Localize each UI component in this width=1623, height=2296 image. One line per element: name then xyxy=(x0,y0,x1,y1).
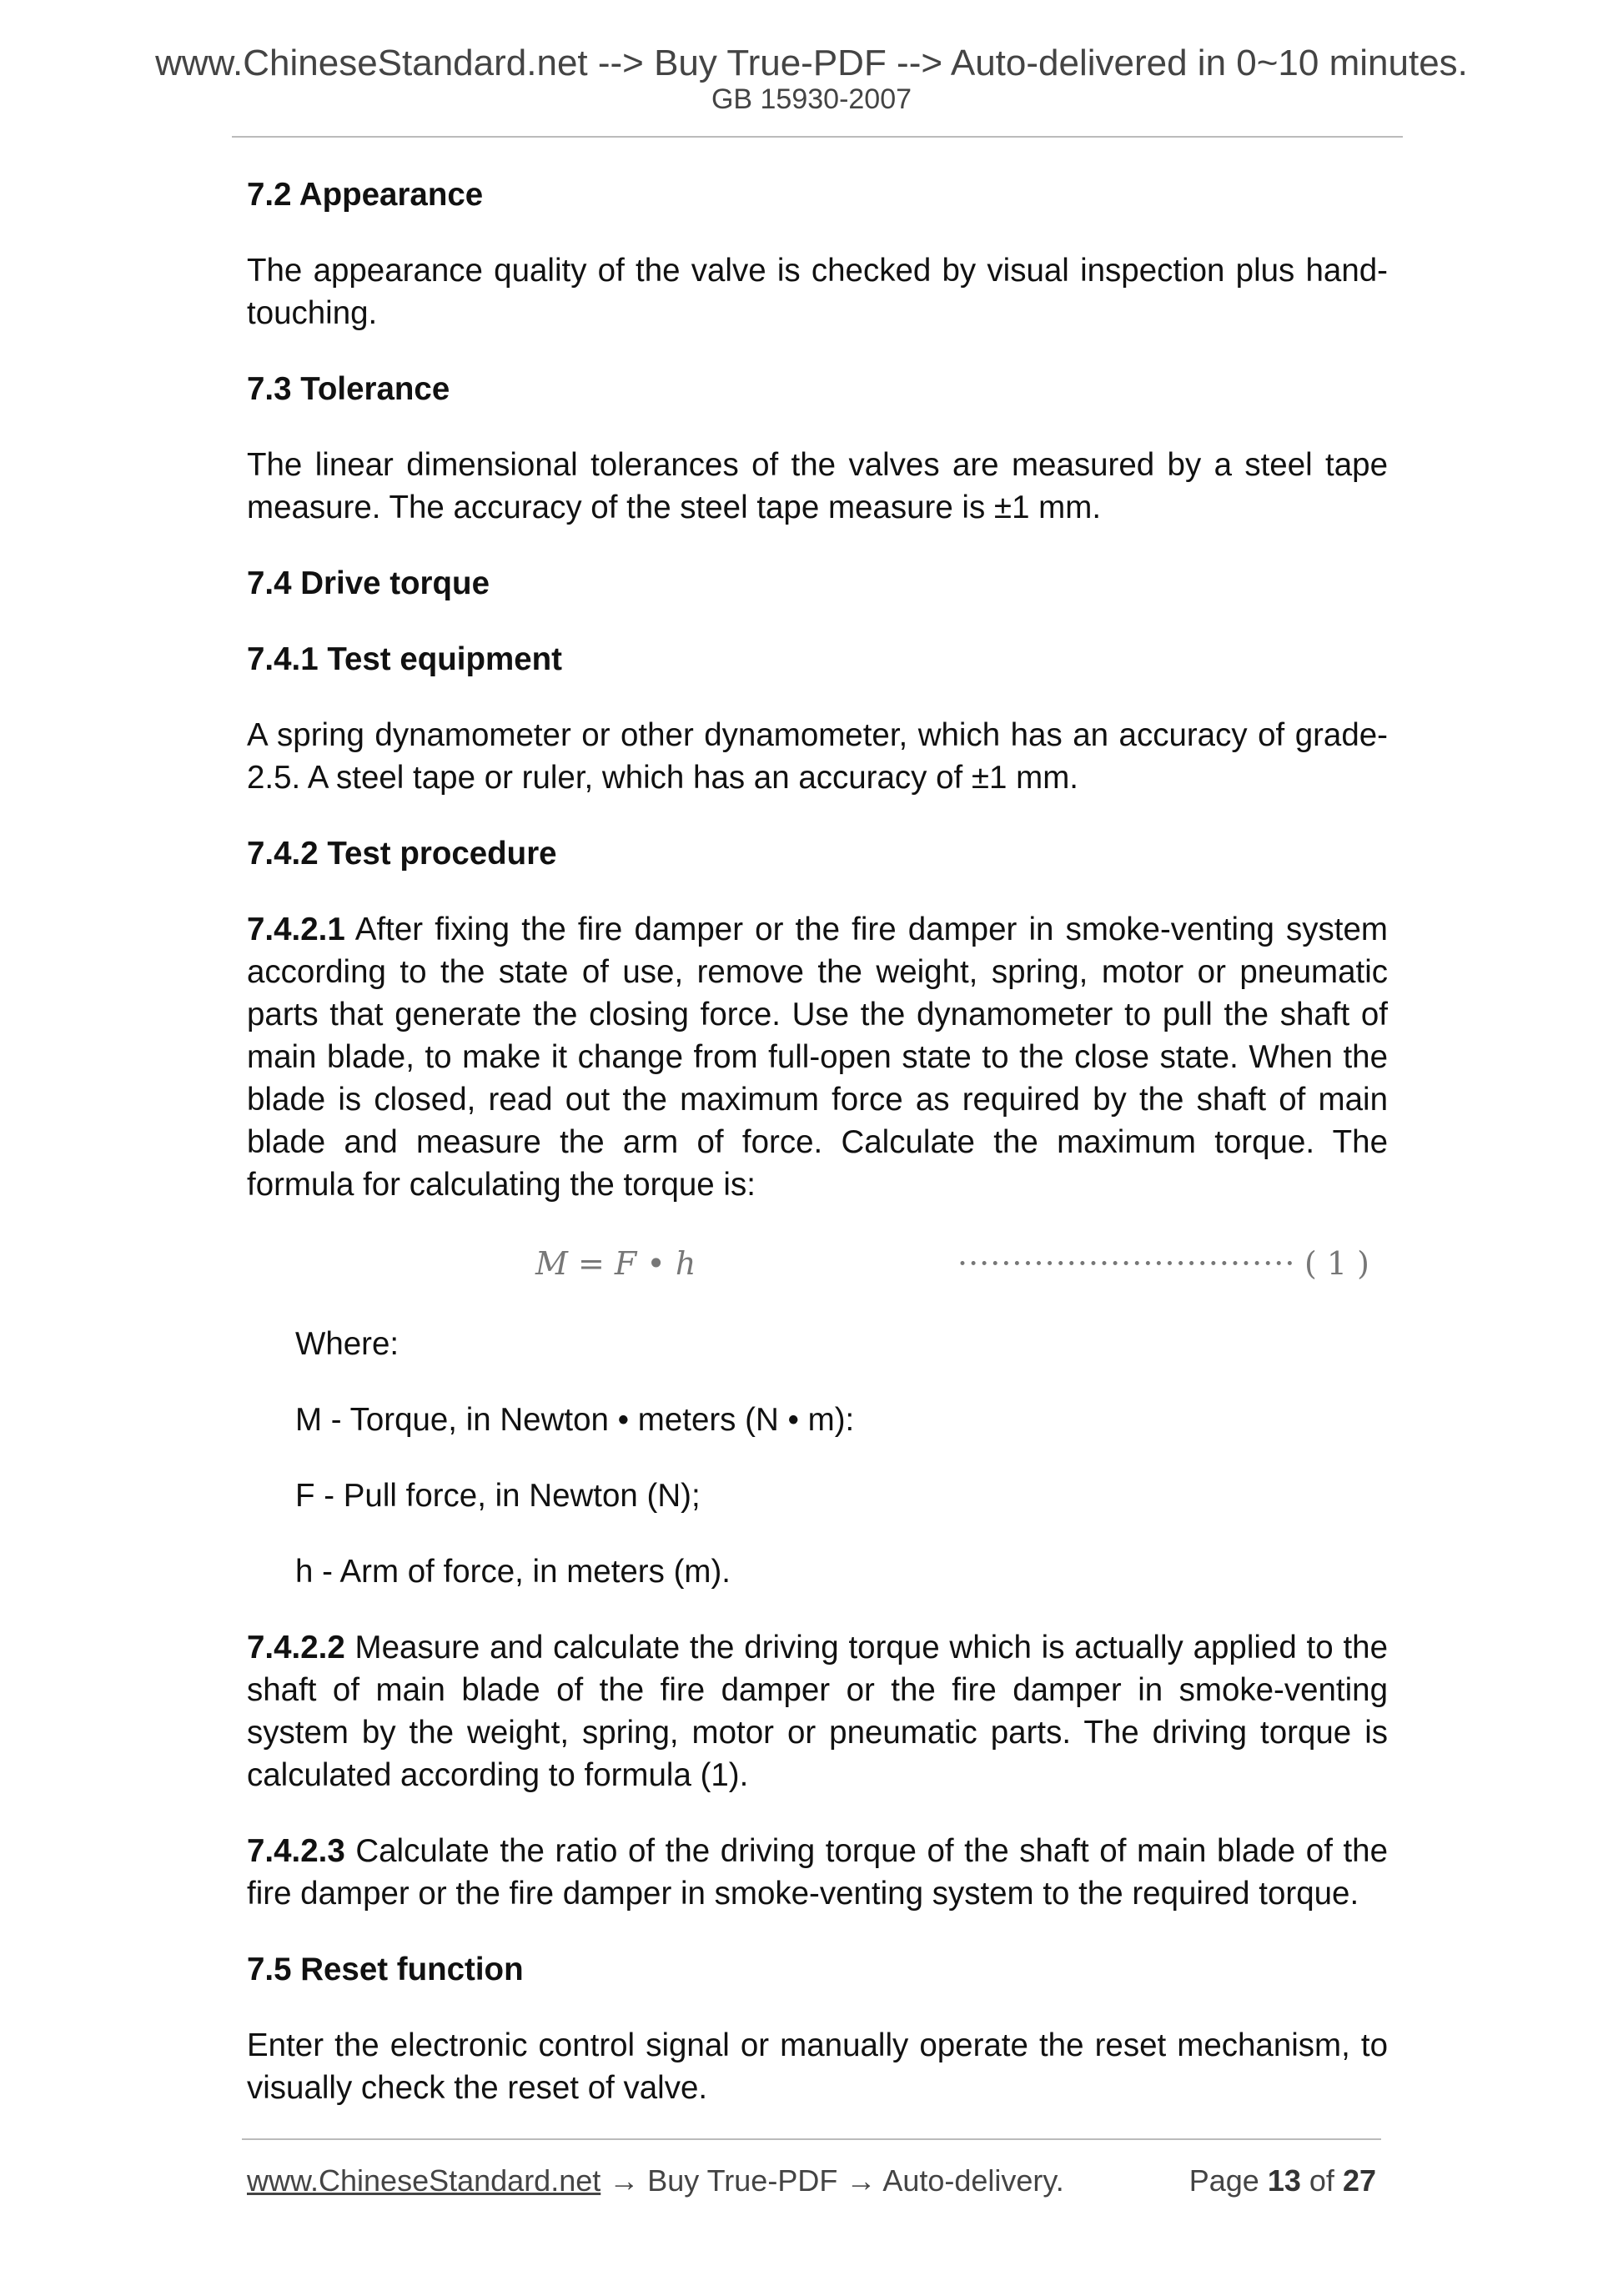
header-divider xyxy=(232,136,1403,138)
section-7-3-title: 7.3 Tolerance xyxy=(247,371,450,407)
page-indicator xyxy=(1189,2163,1376,2198)
clause-7-4-2-3 xyxy=(247,1830,1388,1915)
footer-site-link[interactable]: www.ChineseStandard.net xyxy=(247,2163,601,2198)
section-7-3-text: The linear dimensional tolerances of the valves are measured by a steel tape measure. The accuracy of the steel tape measure is ±1 mm. xyxy=(247,447,1388,525)
page-footer xyxy=(247,2163,1376,2198)
section-7-2-text: The appearance quality of the valve is checked by visual inspection plus hand-touching. xyxy=(247,253,1388,331)
clause-number: 7.4.2.1 xyxy=(247,912,345,947)
section-7-4-title: 7.4 Drive torque xyxy=(247,565,490,601)
page-total: 27 xyxy=(1342,2163,1376,2198)
top-banner: www.ChineseStandard.net --> Buy True-PDF --> Auto-delivered in 0~10 minutes. xyxy=(155,43,1468,83)
section-7-5-title: 7.5 Reset function xyxy=(247,1952,524,1987)
footer-tagline: → Buy True-PDF → Auto-delivery. xyxy=(600,2163,1064,2198)
clause-7-4-2-1 xyxy=(247,908,1388,1206)
clause-number: 7.4.2.3 xyxy=(247,1833,345,1869)
clause-7-4-2-2 xyxy=(247,1626,1388,1796)
clause-number: 7.4.2.2 xyxy=(247,1630,345,1665)
definition-f: F - Pull force, in Newton (N); xyxy=(295,1478,701,1514)
formula-expression: M = F • h xyxy=(535,1245,696,1282)
section-7-4-1-text: A spring dynamometer or other dynamometer, which has an accuracy of grade-2.5. A steel tape or ruler, which has an accuracy of ±1 mm. xyxy=(247,717,1388,796)
page-content xyxy=(247,173,1388,2143)
formula-dot-leader: ······························· xyxy=(957,1245,1296,1282)
section-7-4-1-title: 7.4.1 Test equipment xyxy=(247,641,562,677)
footer-divider xyxy=(242,2138,1381,2140)
clause-text: Calculate the ratio of the driving torque of the shaft of main blade of the fire damper or the fire damper in smoke-venting system to the required torque. xyxy=(247,1833,1388,1912)
where-label: Where: xyxy=(295,1326,399,1362)
section-7-4-2-title: 7.4.2 Test procedure xyxy=(247,836,557,872)
definition-h: h - Arm of force, in meters (m). xyxy=(295,1554,731,1590)
section-7-2-title: 7.2 Appearance xyxy=(247,177,484,213)
page-current: 13 xyxy=(1267,2163,1301,2198)
definition-m: M - Torque, in Newton • meters (N • m): xyxy=(295,1402,855,1438)
clause-text: Measure and calculate the driving torque which is actually applied to the shaft of main blade of the fire damper or the fire damper in smoke-venting system by the weight, spring, motor or pneumatic parts. The driving torque is calculated according to formula (1). xyxy=(247,1630,1388,1793)
clause-text: After fixing the fire damper or the fire damper in smoke-venting system according to the state of use, remove the weight, spring, motor or pneumatic parts that generate the closing force. Use the dynamometer to pull the shaft of main blade, to make it change from full-open state to the close state. When the blade is closed, read out the maximum force as required by the shaft of main blade and measure the arm of force. Calculate the maximum torque. The formula for calculating the torque is: xyxy=(247,912,1388,1203)
formula-number: ( 1 ) xyxy=(1304,1245,1369,1282)
page-of: of xyxy=(1309,2163,1334,2198)
section-7-5-text: Enter the electronic control signal or manually operate the reset mechanism, to visually check the reset of valve. xyxy=(247,2027,1388,2106)
document-code: GB 15930-2007 xyxy=(711,83,912,115)
page-label: Page xyxy=(1188,2163,1259,2198)
torque-formula xyxy=(247,1239,1388,1289)
